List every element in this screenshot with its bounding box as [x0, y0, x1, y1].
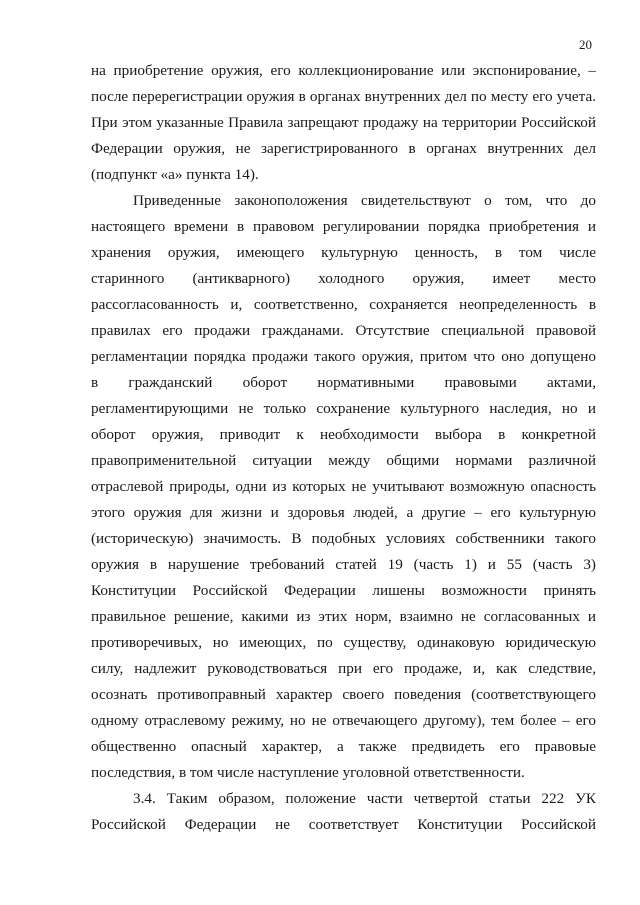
text-line: (историческую) значимость. В подобных условиях собственники такого [91, 530, 596, 547]
text-line: Федерации оружия, не зарегистрированного в органах внутренних дел [91, 140, 596, 157]
text-line: одному отраслевому режиму, но не отвечающего другому), тем более – его [91, 712, 596, 729]
text-line: (подпункт «а» пункта 14). [91, 166, 259, 183]
paragraph-first-line: 3.4. Таким образом, положение части четвертой статьи 222 УК [133, 790, 596, 807]
text-line: этого оружия для жизни и здоровья людей, а другие – его культурную [91, 504, 596, 521]
text-line: отраслевой природы, одни из которых не учитывают возможную опасность [91, 478, 596, 495]
text-line: после перерегистрации оружия в органах внутренних дел по месту его учета. [91, 88, 596, 105]
text-line: правилах его продажи гражданами. Отсутствие специальной правовой [91, 322, 596, 339]
text-line: силу, надлежит руководствоваться при его продаже, и, как следствие, [91, 660, 596, 677]
text-line: общественно опасный характер, а также предвидеть его правовые [91, 738, 596, 755]
text-line: Конституции Российской Федерации лишены возможности принять [91, 582, 596, 599]
text-line: регламентирующими не только сохранение культурного наследия, но и [91, 400, 596, 417]
text-line: в гражданский оборот нормативными правовыми актами, [91, 374, 596, 391]
text-line: оборот оружия, приводит к необходимости выбора в конкретной [91, 426, 596, 443]
paragraph-first-line: Приведенные законоположения свидетельствуют о том, что до [133, 192, 596, 209]
text-line: Российской Федерации не соответствует Конституции Российской [91, 816, 596, 833]
text-line: регламентации порядка продажи такого оружия, притом что оно допущено [91, 348, 596, 365]
text-line: на приобретение оружия, его коллекционирование или экспонирование, – [91, 62, 596, 79]
text-line: правильное решение, какими из этих норм, взаимно не согласованных и [91, 608, 596, 625]
text-line: старинного (антикварного) холодного оружия, имеет место [91, 270, 596, 287]
text-line: хранения оружия, имеющего культурную ценность, в том числе [91, 244, 596, 261]
page-number: 20 [579, 37, 592, 52]
text-line: При этом указанные Правила запрещают продажу на территории Российской [91, 114, 596, 131]
text-line: оружия в нарушение требований статей 19 (часть 1) и 55 (часть 3) [91, 556, 596, 573]
text-line: рассогласованность и, соответственно, сохраняется неопределенность в [91, 296, 596, 313]
text-line: осознать противоправный характер своего поведения (соответствующего [91, 686, 596, 703]
text-line: противоречивых, но имеющих, по существу, одинаковую юридическую [91, 634, 596, 651]
text-line: правоприменительной ситуации между общими нормами различной [91, 452, 596, 469]
text-line: настоящего времени в правовом регулировании порядка приобретения и [91, 218, 596, 235]
text-line: последствия, в том числе наступление уголовной ответственности. [91, 764, 525, 781]
